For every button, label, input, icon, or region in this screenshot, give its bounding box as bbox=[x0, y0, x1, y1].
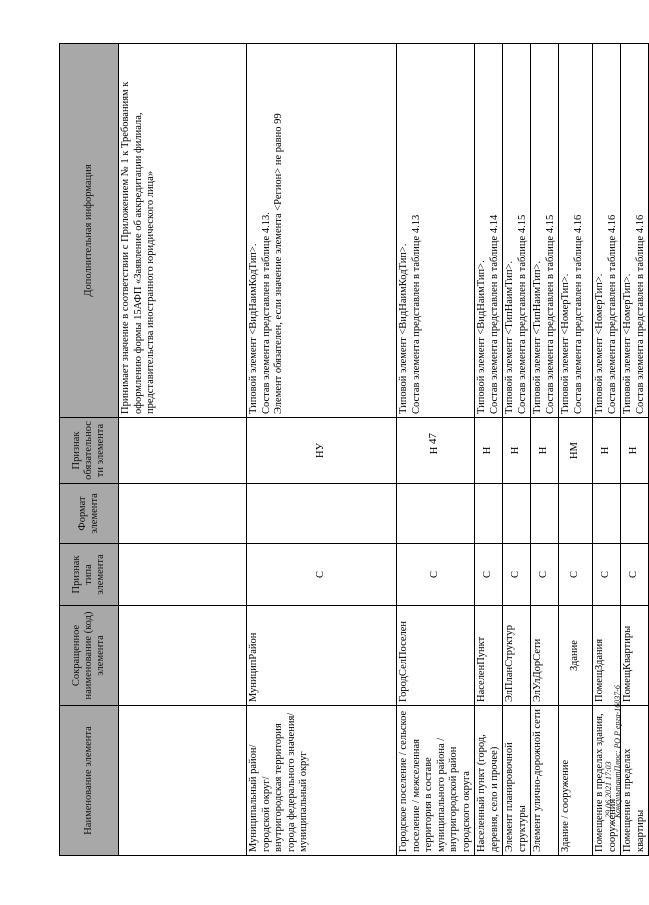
table-header-row bbox=[60, 44, 119, 856]
footer-date: 29.06.2021 17:03 bbox=[604, 761, 613, 818]
info-line: Типовой элемент <ВидНаимКодТип>. bbox=[398, 243, 409, 414]
table-row bbox=[531, 44, 559, 856]
header-format: Формат элемента bbox=[60, 484, 119, 544]
table-row bbox=[119, 44, 247, 856]
info-line: Состав элемента представлен в таблице 4.15 bbox=[516, 214, 528, 414]
info-line: Типовой элемент <ВидНаимКодТип>. bbox=[248, 243, 259, 414]
cell-required: НУ bbox=[247, 418, 397, 484]
info-line: Состав элемента представлен в таблице 4.16 bbox=[606, 214, 618, 414]
cell-required: Н bbox=[503, 418, 531, 484]
cell-type bbox=[119, 544, 247, 606]
footer-source: КонсультантПлюс: РО Р ерга-16037-6 bbox=[613, 685, 622, 818]
table-row bbox=[475, 44, 503, 856]
page-number: 47 bbox=[427, 433, 439, 444]
cell-name: Помещение в пределах квартиры bbox=[621, 706, 649, 856]
cell-type: С bbox=[503, 544, 531, 606]
cell-required bbox=[119, 418, 247, 484]
table-row bbox=[621, 44, 649, 856]
cell-info bbox=[475, 44, 503, 418]
cell-info bbox=[621, 44, 649, 418]
cell-required: Н bbox=[531, 418, 559, 484]
cell-type: С bbox=[247, 544, 397, 606]
info-line: Состав элемента представлен в таблице 4.15 bbox=[544, 214, 556, 414]
cell-info bbox=[397, 44, 475, 418]
header-required: Признак обязательности элемента bbox=[60, 418, 119, 484]
info-line: Типовой элемент <НомерТип>. bbox=[622, 273, 633, 414]
cell-name: Помещение в пределах здания, сооружения bbox=[593, 706, 621, 856]
info-line: Типовой элемент <ТипНаимТип>. bbox=[504, 260, 515, 414]
cell-format bbox=[559, 484, 593, 544]
header-type: Признак типа элемента bbox=[60, 544, 119, 606]
cell-name: Муниципальный район/ городской округ/ внутригородская территория города федерального значения/ муниципальный округ bbox=[247, 706, 397, 856]
cell-name: Элемент планировочной структуры bbox=[503, 706, 531, 856]
info-line: Состав элемента представлен в таблице 4.16 bbox=[572, 214, 584, 414]
cell-format bbox=[475, 484, 503, 544]
cell-type: С bbox=[593, 544, 621, 606]
info-line: Состав элемента представлен в таблице 4.13. bbox=[260, 212, 272, 414]
cell-format bbox=[503, 484, 531, 544]
info-line: Типовой элемент <НомерТип>. bbox=[560, 273, 571, 414]
cell-code: НаселенПункт bbox=[475, 606, 503, 706]
cell-format bbox=[621, 484, 649, 544]
cell-code: ПомещКвартиры bbox=[621, 606, 649, 706]
cell-code: ЭлПланСтруктур bbox=[503, 606, 531, 706]
info-line: Состав элемента представлен в таблице 4.16 bbox=[634, 214, 646, 414]
header-code: Сокращенное наименование (код) элемента bbox=[60, 606, 119, 706]
info-line: Типовой элемент <ВидНаимТип>. bbox=[476, 260, 487, 414]
cell-type: С bbox=[559, 544, 593, 606]
cell-type: С bbox=[475, 544, 503, 606]
cell-required: Н bbox=[593, 418, 621, 484]
cell-code: ГородСелПоселен bbox=[397, 606, 475, 706]
cell-required: Н bbox=[475, 418, 503, 484]
cell-code: ПомещЗдания bbox=[593, 606, 621, 706]
info-line: Состав элемента представлен в таблице 4.14 bbox=[488, 214, 500, 414]
cell-info bbox=[531, 44, 559, 418]
cell-required: Н bbox=[621, 418, 649, 484]
cell-code: МуниципРайон bbox=[247, 606, 397, 706]
info-line: Принимает значение в соответствии с Приложением № 1 к Требованиям к оформлению формы 15АФП «Заявление об аккредитации филиала, представительства иностранного юридического лица» bbox=[120, 81, 156, 414]
cell-format bbox=[397, 484, 475, 544]
table-row bbox=[559, 44, 593, 856]
cell-type: С bbox=[531, 544, 559, 606]
cell-info bbox=[559, 44, 593, 418]
cell-info bbox=[593, 44, 621, 418]
header-name: Наименование элемента bbox=[60, 706, 119, 856]
cell-required: НМ bbox=[559, 418, 593, 484]
info-line: Типовой элемент <НомерТип>. bbox=[594, 273, 605, 414]
cell-type: С bbox=[397, 544, 475, 606]
cell-code bbox=[119, 606, 247, 706]
elements-table bbox=[59, 43, 649, 856]
header-info: Дополнительная информация bbox=[60, 44, 119, 418]
info-line: Элемент обязателен, если значение элемента <Регион> не равно 99 bbox=[273, 113, 284, 414]
cell-name: Элемент улично-дорожной сети bbox=[531, 706, 559, 856]
info-line: Типовой элемент <ТипНаимТип>. bbox=[532, 260, 543, 414]
cell-info bbox=[503, 44, 531, 418]
cell-code: ЭлУлДорСети bbox=[531, 606, 559, 706]
cell-name: Населенный пункт (город, деревня, село и прочее) bbox=[475, 706, 503, 856]
info-line: Состав элемента представлен в таблице 4.13 bbox=[410, 214, 422, 414]
footer-stamp bbox=[604, 685, 622, 818]
cell-info bbox=[119, 44, 247, 418]
cell-info bbox=[247, 44, 397, 418]
cell-name: Здание / сооружение bbox=[559, 706, 593, 856]
cell-name bbox=[119, 706, 247, 856]
cell-format bbox=[531, 484, 559, 544]
cell-code: Здание bbox=[559, 606, 593, 706]
cell-type: С bbox=[621, 544, 649, 606]
cell-format bbox=[119, 484, 247, 544]
cell-format bbox=[593, 484, 621, 544]
cell-name: Городское поселение / сельское поселение / межселенная территория в составе муниципального района / внутригородской район городского округа bbox=[397, 706, 475, 856]
table-row bbox=[397, 44, 475, 856]
table-row bbox=[247, 44, 397, 856]
cell-required: Н bbox=[397, 418, 475, 484]
cell-format bbox=[247, 484, 397, 544]
table-row bbox=[503, 44, 531, 856]
